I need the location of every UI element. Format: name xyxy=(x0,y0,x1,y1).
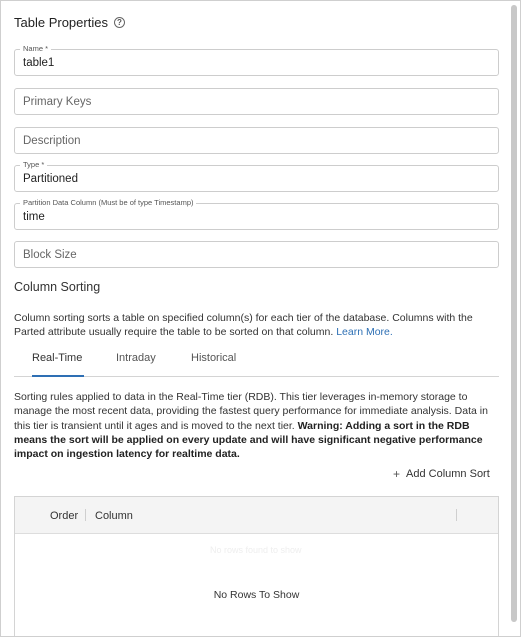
tab-intraday[interactable]: Intraday xyxy=(116,352,156,364)
column-header-order[interactable]: Order xyxy=(50,510,79,522)
tier-tabs xyxy=(14,345,499,377)
plus-icon: + xyxy=(393,467,401,481)
grid-header xyxy=(15,497,498,534)
block-size-field[interactable] xyxy=(14,241,499,268)
type-select[interactable] xyxy=(14,160,499,192)
name-field[interactable] xyxy=(14,44,499,76)
name-field-value: table1 xyxy=(23,57,55,69)
vertical-scrollbar[interactable] xyxy=(511,5,517,622)
type-select-value: Partitioned xyxy=(23,173,78,185)
column-separator[interactable] xyxy=(456,509,457,521)
partition-column-field[interactable] xyxy=(14,198,499,230)
primary-keys-field[interactable] xyxy=(14,88,499,115)
column-sorting-description xyxy=(14,311,494,339)
block-size-placeholder: Block Size xyxy=(23,249,77,261)
description-placeholder: Description xyxy=(23,135,81,147)
panel-header xyxy=(14,15,125,30)
partition-column-label: Partition Data Column (Must be of type Timestamp) xyxy=(20,198,196,208)
panel-title: Table Properties xyxy=(14,15,108,30)
tier-description-text: Sorting rules applied to data in the Real-Time tier (RDB). This tier leverages in-memory storage to manage the most recent data, providing the fastest query performance for immediate analysis. Data in this tier is transient until it ages and is moved to the next tier. xyxy=(14,391,488,432)
tier-description xyxy=(14,390,499,461)
name-field-label: Name * xyxy=(20,44,51,54)
scrollbar-thumb[interactable] xyxy=(511,5,517,622)
no-rows-message: No Rows To Show xyxy=(213,589,300,601)
sort-grid xyxy=(14,496,499,637)
question-circle-icon[interactable]: ? xyxy=(114,17,125,28)
learn-more-link[interactable]: Learn More. xyxy=(336,326,393,338)
primary-keys-placeholder: Primary Keys xyxy=(23,96,92,108)
type-select-label: Type * xyxy=(20,160,47,170)
column-sorting-description-text: Column sorting sorts a table on specified column(s) for each tier of the database. Columns with the Parted attribute usually require the table to be sorted on that column. xyxy=(14,312,473,338)
tab-historical[interactable]: Historical xyxy=(191,352,237,364)
column-sorting-title: Column Sorting xyxy=(14,280,101,294)
add-column-sort-button[interactable] xyxy=(393,468,490,480)
tab-real-time[interactable]: Real-Time xyxy=(32,352,84,377)
grid-ghost-text: No rows found to show xyxy=(210,545,302,555)
column-separator[interactable] xyxy=(85,509,86,521)
column-header-column[interactable]: Column xyxy=(95,510,133,522)
add-column-sort-label: Add Column Sort xyxy=(406,468,490,480)
tier-warning: Warning: Adding a sort in the RDB means the sort will be applied on every update and will have significant negative performance impact on ingestion latency for realtime data. xyxy=(14,419,483,461)
partition-column-value: time xyxy=(23,211,45,223)
description-field[interactable] xyxy=(14,127,499,154)
